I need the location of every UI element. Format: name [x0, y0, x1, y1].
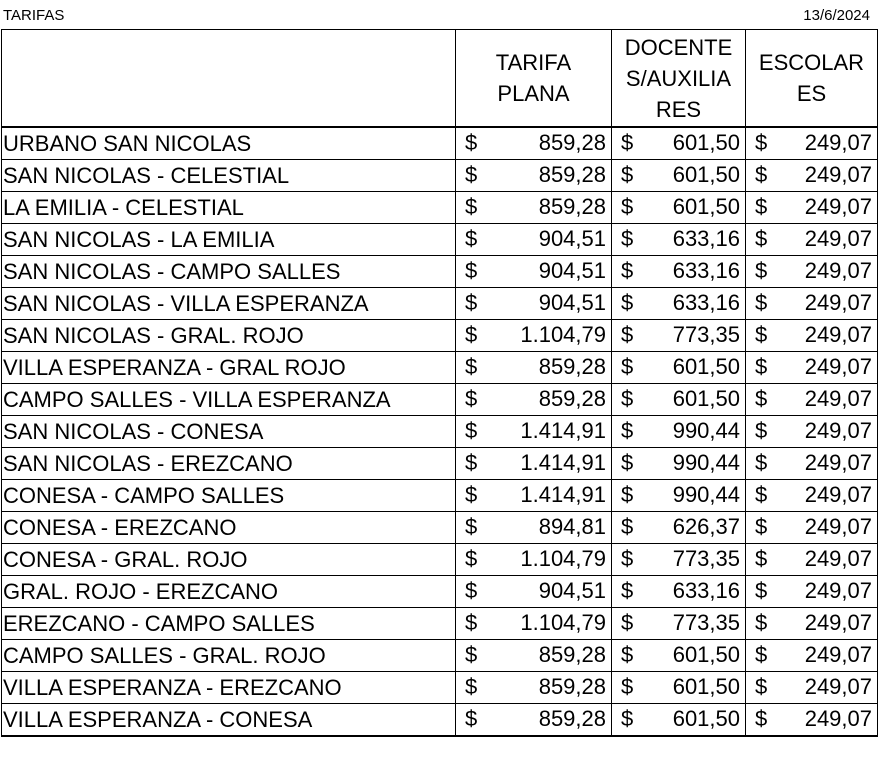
- currency-symbol: $: [465, 674, 478, 699]
- docente-cell: [612, 640, 746, 672]
- tarifa-plana-cell: [456, 608, 612, 640]
- escolar-cell: [746, 704, 878, 737]
- amount-value: 773,35: [672, 322, 740, 347]
- amount-value: 626,37: [672, 514, 740, 539]
- currency-symbol: $: [755, 674, 768, 699]
- amount-value: 601,50: [672, 130, 740, 155]
- amount-value: 601,50: [672, 674, 740, 699]
- currency-symbol: $: [755, 514, 768, 539]
- tarifa-plana-cell: [456, 384, 612, 416]
- tarifa-plana-cell: [456, 352, 612, 384]
- amount-value: 1.104,79: [520, 322, 606, 347]
- amount-value: 894,81: [538, 514, 606, 539]
- amount-value: 859,28: [538, 130, 606, 155]
- escolar-cell: [746, 224, 878, 256]
- docente-cell: [612, 288, 746, 320]
- table-row: [2, 127, 878, 160]
- route-name: VILLA ESPERANZA - GRAL ROJO: [2, 352, 456, 384]
- currency-symbol: $: [465, 578, 478, 603]
- tariff-table: [1, 29, 878, 737]
- header-docente: DOCENTE S/AUXILIA RES: [612, 30, 746, 128]
- currency-symbol: $: [755, 194, 768, 219]
- currency-symbol: $: [621, 482, 634, 507]
- docente-cell: [612, 352, 746, 384]
- escolar-cell: [746, 608, 878, 640]
- currency-symbol: $: [465, 642, 478, 667]
- currency-symbol: $: [621, 610, 634, 635]
- docente-cell: [612, 192, 746, 224]
- route-name: SAN NICOLAS - GRAL. ROJO: [2, 320, 456, 352]
- route-name: SAN NICOLAS - EREZCANO: [2, 448, 456, 480]
- amount-value: 773,35: [672, 546, 740, 571]
- docente-cell: [612, 672, 746, 704]
- docente-cell: [612, 224, 746, 256]
- currency-symbol: $: [465, 226, 478, 251]
- route-name: LA EMILIA - CELESTIAL: [2, 192, 456, 224]
- tarifa-plana-cell: [456, 512, 612, 544]
- route-name: CAMPO SALLES - GRAL. ROJO: [2, 640, 456, 672]
- table-row: [2, 288, 878, 320]
- docente-cell: [612, 544, 746, 576]
- amount-value: 904,51: [538, 578, 606, 603]
- amount-value: 249,07: [804, 130, 872, 155]
- amount-value: 601,50: [672, 354, 740, 379]
- route-name: SAN NICOLAS - CAMPO SALLES: [2, 256, 456, 288]
- currency-symbol: $: [621, 258, 634, 283]
- escolar-cell: [746, 192, 878, 224]
- amount-value: 859,28: [538, 162, 606, 187]
- table-header-row: [2, 30, 878, 128]
- amount-value: 601,50: [672, 162, 740, 187]
- currency-symbol: $: [621, 514, 634, 539]
- table-row: [2, 512, 878, 544]
- currency-symbol: $: [465, 418, 478, 443]
- currency-symbol: $: [621, 354, 634, 379]
- table-row: [2, 576, 878, 608]
- currency-symbol: $: [621, 578, 634, 603]
- currency-symbol: $: [755, 418, 768, 443]
- table-row: [2, 448, 878, 480]
- route-name: SAN NICOLAS - LA EMILIA: [2, 224, 456, 256]
- docente-cell: [612, 608, 746, 640]
- amount-value: 859,28: [538, 194, 606, 219]
- amount-value: 990,44: [672, 450, 740, 475]
- tarifa-plana-cell: [456, 224, 612, 256]
- route-name: EREZCANO - CAMPO SALLES: [2, 608, 456, 640]
- amount-value: 249,07: [804, 482, 872, 507]
- amount-value: 601,50: [672, 194, 740, 219]
- table-row: [2, 640, 878, 672]
- table-row: [2, 672, 878, 704]
- table-body: [2, 127, 878, 736]
- amount-value: 1.414,91: [520, 418, 606, 443]
- amount-value: 601,50: [672, 706, 740, 731]
- escolar-cell: [746, 127, 878, 160]
- docente-cell: [612, 480, 746, 512]
- docente-cell: [612, 512, 746, 544]
- tarifa-plana-cell: [456, 672, 612, 704]
- currency-symbol: $: [755, 386, 768, 411]
- escolar-cell: [746, 416, 878, 448]
- amount-value: 249,07: [804, 258, 872, 283]
- amount-value: 904,51: [538, 226, 606, 251]
- amount-value: 249,07: [804, 610, 872, 635]
- docente-cell: [612, 127, 746, 160]
- table-row: [2, 320, 878, 352]
- amount-value: 773,35: [672, 610, 740, 635]
- tarifa-plana-cell: [456, 704, 612, 737]
- tarifa-plana-cell: [456, 127, 612, 160]
- amount-value: 990,44: [672, 482, 740, 507]
- table-row: [2, 544, 878, 576]
- currency-symbol: $: [465, 354, 478, 379]
- currency-symbol: $: [755, 354, 768, 379]
- route-name: SAN NICOLAS - VILLA ESPERANZA: [2, 288, 456, 320]
- amount-value: 249,07: [804, 546, 872, 571]
- amount-value: 990,44: [672, 418, 740, 443]
- amount-value: 859,28: [538, 642, 606, 667]
- currency-symbol: $: [465, 322, 478, 347]
- tarifa-plana-cell: [456, 640, 612, 672]
- currency-symbol: $: [621, 642, 634, 667]
- table-row: [2, 256, 878, 288]
- escolar-cell: [746, 640, 878, 672]
- amount-value: 249,07: [804, 514, 872, 539]
- amount-value: 859,28: [538, 674, 606, 699]
- currency-symbol: $: [755, 162, 768, 187]
- tarifa-plana-cell: [456, 256, 612, 288]
- amount-value: 1.414,91: [520, 450, 606, 475]
- amount-value: 249,07: [804, 226, 872, 251]
- amount-value: 1.414,91: [520, 482, 606, 507]
- escolar-cell: [746, 160, 878, 192]
- route-name: CONESA - EREZCANO: [2, 512, 456, 544]
- currency-symbol: $: [755, 546, 768, 571]
- currency-symbol: $: [621, 194, 634, 219]
- currency-symbol: $: [755, 450, 768, 475]
- docente-cell: [612, 160, 746, 192]
- document-date: 13/6/2024: [803, 7, 870, 24]
- amount-value: 249,07: [804, 578, 872, 603]
- route-name: CONESA - CAMPO SALLES: [2, 480, 456, 512]
- currency-symbol: $: [465, 482, 478, 507]
- route-name: SAN NICOLAS - CELESTIAL: [2, 160, 456, 192]
- route-name: CAMPO SALLES - VILLA ESPERANZA: [2, 384, 456, 416]
- amount-value: 859,28: [538, 354, 606, 379]
- currency-symbol: $: [755, 322, 768, 347]
- currency-symbol: $: [465, 290, 478, 315]
- docente-cell: [612, 576, 746, 608]
- tarifa-plana-cell: [456, 288, 612, 320]
- amount-value: 633,16: [672, 226, 740, 251]
- route-name: SAN NICOLAS - CONESA: [2, 416, 456, 448]
- route-name: CONESA - GRAL. ROJO: [2, 544, 456, 576]
- escolar-cell: [746, 672, 878, 704]
- currency-symbol: $: [465, 258, 478, 283]
- escolar-cell: [746, 352, 878, 384]
- escolar-cell: [746, 576, 878, 608]
- amount-value: 249,07: [804, 322, 872, 347]
- amount-value: 633,16: [672, 258, 740, 283]
- docente-cell: [612, 384, 746, 416]
- tarifa-plana-cell: [456, 160, 612, 192]
- table-row: [2, 480, 878, 512]
- currency-symbol: $: [755, 642, 768, 667]
- currency-symbol: $: [621, 450, 634, 475]
- currency-symbol: $: [621, 226, 634, 251]
- tarifa-plana-cell: [456, 576, 612, 608]
- route-name: GRAL. ROJO - EREZCANO: [2, 576, 456, 608]
- tarifa-plana-cell: [456, 480, 612, 512]
- currency-symbol: $: [621, 322, 634, 347]
- escolar-cell: [746, 512, 878, 544]
- amount-value: 633,16: [672, 578, 740, 603]
- currency-symbol: $: [621, 546, 634, 571]
- header-escolares: ESCOLAR ES: [746, 30, 878, 128]
- table-row: [2, 416, 878, 448]
- currency-symbol: $: [755, 226, 768, 251]
- table-row: [2, 608, 878, 640]
- escolar-cell: [746, 448, 878, 480]
- currency-symbol: $: [621, 290, 634, 315]
- header-tarifa-plana: TARIFA PLANA: [456, 30, 612, 128]
- docente-cell: [612, 704, 746, 737]
- header-bar: [0, 0, 885, 28]
- amount-value: 1.104,79: [520, 546, 606, 571]
- currency-symbol: $: [755, 258, 768, 283]
- table-row: [2, 192, 878, 224]
- currency-symbol: $: [465, 386, 478, 411]
- amount-value: 249,07: [804, 386, 872, 411]
- escolar-cell: [746, 384, 878, 416]
- currency-symbol: $: [621, 418, 634, 443]
- escolar-cell: [746, 320, 878, 352]
- amount-value: 249,07: [804, 706, 872, 731]
- tarifa-plana-cell: [456, 416, 612, 448]
- currency-symbol: $: [465, 610, 478, 635]
- amount-value: 249,07: [804, 418, 872, 443]
- amount-value: 249,07: [804, 290, 872, 315]
- table-row: [2, 352, 878, 384]
- route-name: VILLA ESPERANZA - CONESA: [2, 704, 456, 737]
- currency-symbol: $: [621, 674, 634, 699]
- amount-value: 249,07: [804, 354, 872, 379]
- amount-value: 859,28: [538, 386, 606, 411]
- table-row: [2, 384, 878, 416]
- amount-value: 904,51: [538, 258, 606, 283]
- amount-value: 249,07: [804, 450, 872, 475]
- tarifa-plana-cell: [456, 544, 612, 576]
- currency-symbol: $: [465, 514, 478, 539]
- tarifa-plana-cell: [456, 192, 612, 224]
- currency-symbol: $: [621, 162, 634, 187]
- currency-symbol: $: [755, 482, 768, 507]
- currency-symbol: $: [755, 578, 768, 603]
- docente-cell: [612, 448, 746, 480]
- table-row: [2, 224, 878, 256]
- docente-cell: [612, 320, 746, 352]
- escolar-cell: [746, 256, 878, 288]
- currency-symbol: $: [621, 706, 634, 731]
- amount-value: 1.104,79: [520, 610, 606, 635]
- currency-symbol: $: [465, 162, 478, 187]
- currency-symbol: $: [755, 610, 768, 635]
- escolar-cell: [746, 480, 878, 512]
- document-title: TARIFAS: [3, 7, 65, 24]
- currency-symbol: $: [621, 130, 634, 155]
- table-row: [2, 160, 878, 192]
- header-route: [2, 30, 456, 128]
- route-name: VILLA ESPERANZA - EREZCANO: [2, 672, 456, 704]
- currency-symbol: $: [465, 130, 478, 155]
- docente-cell: [612, 416, 746, 448]
- currency-symbol: $: [465, 546, 478, 571]
- tarifa-plana-cell: [456, 320, 612, 352]
- tarifa-plana-cell: [456, 448, 612, 480]
- amount-value: 249,07: [804, 642, 872, 667]
- amount-value: 249,07: [804, 674, 872, 699]
- amount-value: 601,50: [672, 386, 740, 411]
- amount-value: 859,28: [538, 706, 606, 731]
- table-row: [2, 704, 878, 737]
- currency-symbol: $: [465, 450, 478, 475]
- currency-symbol: $: [755, 290, 768, 315]
- currency-symbol: $: [465, 706, 478, 731]
- currency-symbol: $: [465, 194, 478, 219]
- route-name: URBANO SAN NICOLAS: [2, 127, 456, 160]
- amount-value: 249,07: [804, 194, 872, 219]
- amount-value: 249,07: [804, 162, 872, 187]
- escolar-cell: [746, 288, 878, 320]
- amount-value: 601,50: [672, 642, 740, 667]
- currency-symbol: $: [621, 386, 634, 411]
- escolar-cell: [746, 544, 878, 576]
- amount-value: 633,16: [672, 290, 740, 315]
- amount-value: 904,51: [538, 290, 606, 315]
- docente-cell: [612, 256, 746, 288]
- currency-symbol: $: [755, 130, 768, 155]
- currency-symbol: $: [755, 706, 768, 731]
